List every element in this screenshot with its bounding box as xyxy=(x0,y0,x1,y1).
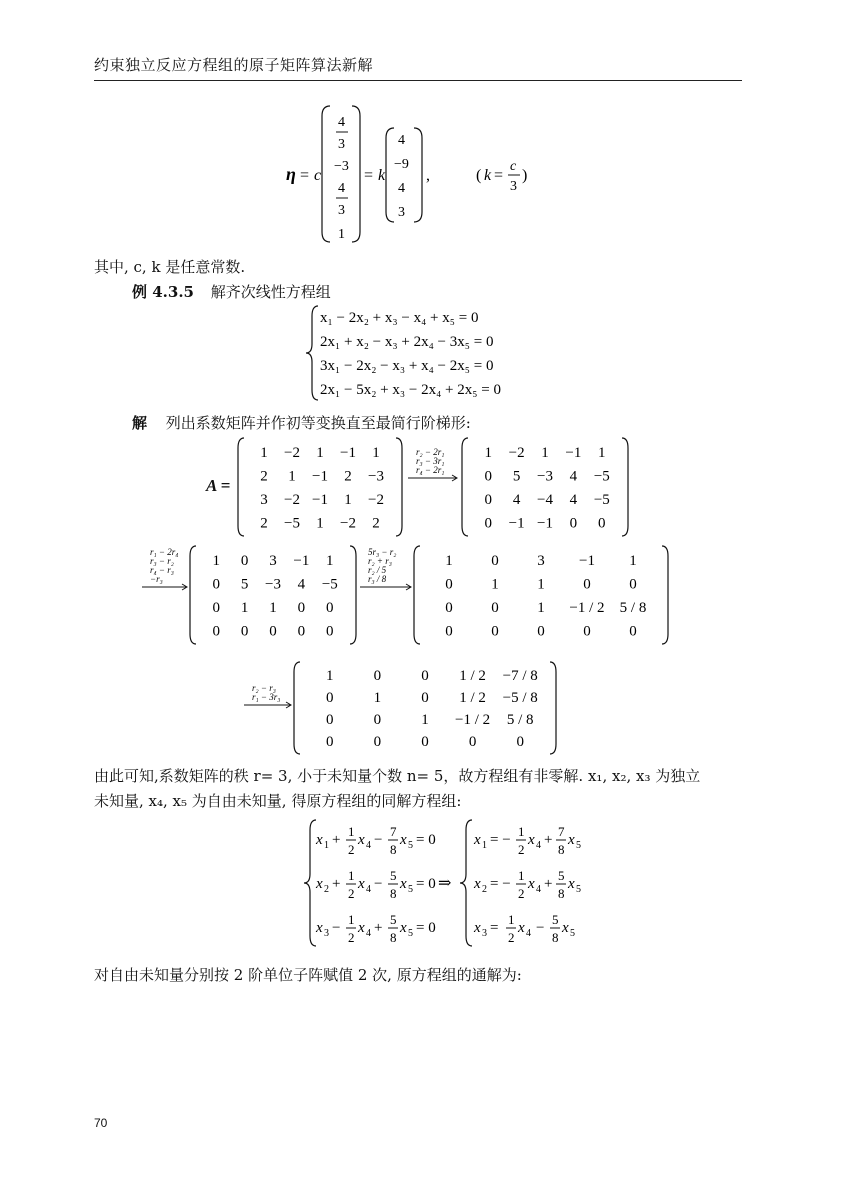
matrix-cell: 1 xyxy=(344,491,352,508)
matrix-cell: −4 xyxy=(537,491,553,508)
svg-text:x: x xyxy=(316,920,323,936)
system-eq-4: 2x₁ − 5x₂ + x₃ − 2x₄ + 2x₅ = 0 xyxy=(320,382,501,398)
svg-text:8: 8 xyxy=(558,886,565,901)
svg-text:−9: −9 xyxy=(394,157,409,172)
matrix-cell: 4 xyxy=(512,491,521,508)
svg-text:4: 4 xyxy=(338,181,345,196)
svg-text:x: x xyxy=(358,920,365,936)
right-bracket xyxy=(550,662,556,754)
svg-text:5: 5 xyxy=(576,840,581,851)
svg-text:x: x xyxy=(568,876,575,892)
matrix-cell: −3 xyxy=(537,468,553,485)
matrix-cell: 0 xyxy=(629,576,637,593)
svg-text:+: + xyxy=(544,832,553,848)
matrix-cell: 0 xyxy=(212,623,220,640)
svg-text:3: 3 xyxy=(482,928,487,939)
matrix-cell: −1 xyxy=(340,444,356,461)
svg-text:1: 1 xyxy=(518,824,525,839)
matrix-cell: 0 xyxy=(516,734,524,750)
matrix-cell: −3 xyxy=(368,468,384,485)
matrix-cell: 1 xyxy=(484,444,492,461)
svg-text:2: 2 xyxy=(348,886,355,901)
svg-text:x: x xyxy=(528,876,535,892)
svg-text:3: 3 xyxy=(338,203,345,218)
matrix-cell: −2 xyxy=(368,491,384,508)
svg-text:= 0: = 0 xyxy=(416,920,436,936)
matrix-cell: 2 xyxy=(372,515,380,532)
left-bracket xyxy=(414,546,420,644)
svg-text:2: 2 xyxy=(324,884,329,895)
matrix-cell: 1 xyxy=(269,599,277,616)
matrix-cell: −2 xyxy=(284,491,300,508)
matrix-cell: 0 xyxy=(484,491,492,508)
matrix-cell: −1 xyxy=(565,444,582,461)
svg-text:x: x xyxy=(474,920,481,936)
svg-text:x: x xyxy=(358,832,365,848)
page-number: 70 xyxy=(94,1116,108,1130)
svg-text:=: = xyxy=(300,167,310,184)
rank-paragraph-line-2: 未知量, x₄, x₅ 为自由未知量, 得原方程组的同解方程组: xyxy=(94,792,462,810)
matrix-cell: 0 xyxy=(484,515,492,532)
svg-text:4: 4 xyxy=(536,884,541,895)
matrix-cell: −5 xyxy=(284,515,300,532)
svg-text:= 0: = 0 xyxy=(416,832,436,848)
example-title: 解齐次线性方程组 xyxy=(210,283,331,301)
matrix-cell: 5 / 8 xyxy=(506,712,534,728)
matrix-cell: −1 xyxy=(312,491,328,508)
svg-text:+: + xyxy=(544,876,553,892)
svg-text:1: 1 xyxy=(348,824,355,839)
svg-text:8: 8 xyxy=(390,842,397,857)
matrix-cell: 0 xyxy=(212,576,220,593)
svg-text:+: + xyxy=(332,876,341,892)
matrix-cell: 1 xyxy=(491,576,499,593)
matrix-cell: 1 xyxy=(421,712,429,728)
svg-text:=: = xyxy=(364,167,374,184)
transform-arrow xyxy=(142,584,187,590)
svg-text:+: + xyxy=(374,920,383,936)
matrix-cell: 2 xyxy=(344,468,352,485)
eta-symbol: η xyxy=(286,164,296,184)
svg-text:1: 1 xyxy=(348,912,355,927)
svg-text:2: 2 xyxy=(518,886,525,901)
eta-equation xyxy=(280,100,560,248)
svg-text:1: 1 xyxy=(338,227,345,242)
matrix-cell: 0 xyxy=(445,599,453,616)
matrix-cell: 0 xyxy=(583,623,591,640)
matrix-cell: 0 xyxy=(421,668,429,684)
svg-text:5: 5 xyxy=(552,912,559,927)
svg-text:x: x xyxy=(400,876,407,892)
svg-text:1: 1 xyxy=(324,840,329,851)
header-rule xyxy=(94,80,742,81)
matrix-cell: −5 xyxy=(593,491,610,508)
solution-text: 列出系数矩阵并作初等变换直至最简行阶梯形: xyxy=(165,414,471,432)
matrix-A-label: A = xyxy=(206,476,231,495)
svg-text:2: 2 xyxy=(348,930,355,945)
svg-text:k: k xyxy=(378,167,386,184)
row-op-label: r₂ − 2r₁ xyxy=(416,447,445,457)
solution-intro xyxy=(132,412,471,433)
svg-text:3: 3 xyxy=(324,928,329,939)
matrix-4 xyxy=(412,544,670,646)
matrix-cell: 0 xyxy=(212,599,220,616)
svg-text:5: 5 xyxy=(390,912,397,927)
svg-text:−: − xyxy=(374,876,383,892)
matrix-cell: −7 / 8 xyxy=(502,668,538,684)
svg-text:x: x xyxy=(400,920,407,936)
matrix-cell: 0 xyxy=(326,623,334,640)
row-op-label: r₁ − 3r₃ xyxy=(252,692,281,702)
final-line: 对自由未知量分别按 2 阶单位子阵赋值 2 次, 原方程组的通解为: xyxy=(94,966,522,984)
left-bracket xyxy=(190,546,196,644)
svg-text:4: 4 xyxy=(536,840,541,851)
svg-text:= 0: = 0 xyxy=(416,876,436,892)
transform-arrow xyxy=(408,475,457,481)
matrix-cell: 0 xyxy=(583,576,591,593)
svg-text:1: 1 xyxy=(482,840,487,851)
matrix-cell: −5 xyxy=(321,576,338,593)
right-bracket xyxy=(396,438,402,536)
svg-text:5: 5 xyxy=(408,884,413,895)
svg-text:x: x xyxy=(528,832,535,848)
running-header: 约束独立反应方程组的原子矩阵算法新解 xyxy=(94,56,374,74)
matrix-cell: 0 xyxy=(297,599,306,616)
matrix-cell: 1 xyxy=(629,552,637,569)
right-bracket xyxy=(662,546,668,644)
matrix-cell: 4 xyxy=(569,491,578,508)
matrix-cell: 0 xyxy=(468,734,477,750)
svg-text:4: 4 xyxy=(398,181,405,196)
matrix-cell: 0 xyxy=(445,623,453,640)
solution-label: 解 xyxy=(132,414,148,432)
matrix-cell: −5 / 8 xyxy=(502,690,538,706)
matrix-cell: 1 xyxy=(326,552,334,569)
svg-text:2: 2 xyxy=(348,842,355,857)
svg-text:c: c xyxy=(510,159,517,174)
right-bracket xyxy=(622,438,628,536)
matrix-cell: 1 xyxy=(326,668,334,684)
svg-text:4: 4 xyxy=(366,884,371,895)
matrix-cell: 0 xyxy=(491,623,499,640)
svg-text:7: 7 xyxy=(390,824,397,839)
right-bracket xyxy=(350,546,356,644)
row-op-label: r₂ + r₃ xyxy=(368,556,392,566)
matrix-cell: 1 xyxy=(541,444,549,461)
left-bracket xyxy=(238,438,244,536)
matrix-cell: 0 xyxy=(326,599,334,616)
matrix-cell: 0 xyxy=(629,623,637,640)
row-op-1 xyxy=(406,446,460,496)
example-label: 例 4.3.5 xyxy=(132,283,194,301)
svg-text:=: = xyxy=(490,920,499,936)
matrix-cell: 4 xyxy=(297,576,306,593)
matrix-cell: 3 xyxy=(269,552,277,569)
row-op-2 xyxy=(140,546,190,602)
matrix-cell: 3 xyxy=(537,552,545,569)
svg-text:5: 5 xyxy=(390,868,397,883)
matrix-cell: −1 xyxy=(579,552,595,569)
svg-text:5: 5 xyxy=(576,884,581,895)
svg-text:8: 8 xyxy=(552,930,559,945)
svg-text:4: 4 xyxy=(366,928,371,939)
svg-text:1: 1 xyxy=(348,868,355,883)
matrix-cell: −3 xyxy=(265,576,281,593)
svg-text:3: 3 xyxy=(510,179,517,194)
matrix-cell: 0 xyxy=(326,734,334,750)
svg-text:= −: = − xyxy=(490,832,511,848)
svg-text:= −: = − xyxy=(490,876,511,892)
svg-text:x: x xyxy=(568,832,575,848)
svg-text:8: 8 xyxy=(390,930,397,945)
svg-text:8: 8 xyxy=(558,842,565,857)
left-bracket xyxy=(462,438,468,536)
svg-text:3: 3 xyxy=(338,137,345,152)
left-bracket xyxy=(294,662,300,754)
matrix-cell: 5 / 8 xyxy=(619,599,647,616)
matrix-cell: 1 xyxy=(373,690,382,706)
svg-text:x: x xyxy=(518,920,525,936)
matrix-cell: −2 xyxy=(340,515,356,532)
example-heading xyxy=(132,281,331,302)
constant-note: 其中, c, k 是任意常数. xyxy=(94,258,246,276)
matrix-cell: 1 / 2 xyxy=(459,690,486,706)
matrix-cell: 0 xyxy=(373,668,382,684)
svg-text:x: x xyxy=(400,832,407,848)
matrix-cell: 0 xyxy=(240,552,249,569)
matrix-cell: 3 xyxy=(260,491,268,508)
svg-text:1: 1 xyxy=(518,868,525,883)
matrix-cell: 0 xyxy=(445,576,453,593)
svg-text:+: + xyxy=(332,832,341,848)
matrix-cell: −1 / 2 xyxy=(455,712,491,728)
matrix-cell: 1 xyxy=(316,515,324,532)
matrix-cell: 5 xyxy=(512,468,521,485)
matrix-cell: 0 xyxy=(373,712,382,728)
matrix-cell: 0 xyxy=(491,599,499,616)
matrix-cell: 0 xyxy=(269,623,277,640)
matrix-cell: 0 xyxy=(569,515,578,532)
matrix-1 xyxy=(236,436,404,538)
matrix-cell: −2 xyxy=(284,444,300,461)
svg-text:): ) xyxy=(522,167,528,184)
svg-text:−: − xyxy=(332,920,341,936)
matrix-cell: 1 xyxy=(537,576,545,593)
frac-num-1: 4 xyxy=(338,115,345,130)
matrix-cell: 1 / 2 xyxy=(459,668,486,684)
svg-text:=: = xyxy=(494,167,504,184)
matrix-cell: 0 xyxy=(484,468,492,485)
svg-text:7: 7 xyxy=(558,824,565,839)
matrix-cell: 1 xyxy=(598,444,606,461)
svg-text:k: k xyxy=(484,167,492,184)
matrix-cell: 0 xyxy=(240,623,249,640)
matrix-3 xyxy=(188,544,358,646)
matrix-cell: 0 xyxy=(326,712,334,728)
svg-text:−: − xyxy=(374,832,383,848)
matrix-cell: 0 xyxy=(373,734,382,750)
matrix-cell: 2 xyxy=(260,515,268,532)
matrix-cell: −1 xyxy=(293,552,310,569)
row-op-label: r₃ − 3r₁ xyxy=(416,456,445,466)
matrix-cell: −1 xyxy=(312,468,328,485)
rank-paragraph-line-1: 由此可知,系数矩阵的秩 r= 3, 小于未知量个数 n= 5，故方程组有非零解. x₁, x₂, x₃ 为独立 xyxy=(94,767,701,785)
matrix-cell: 0 xyxy=(297,623,306,640)
svg-text:x: x xyxy=(474,832,481,848)
matrix-cell: 0 xyxy=(491,552,499,569)
matrix-cell: 1 xyxy=(372,444,380,461)
svg-text:4: 4 xyxy=(526,928,531,939)
implies-arrow: ⇒ xyxy=(438,875,452,892)
matrix-cell: −1 xyxy=(508,515,525,532)
svg-text:4: 4 xyxy=(366,840,371,851)
system-eq-3: 3x₁ − 2x₂ − x₃ + x₄ − 2x₅ = 0 xyxy=(320,358,494,374)
svg-text:x: x xyxy=(316,876,323,892)
row-op-label: r₄ − 2r₁ xyxy=(416,465,445,475)
row-op-label: −r₃ xyxy=(150,574,163,584)
svg-text:4: 4 xyxy=(398,133,405,148)
matrix-cell: 0 xyxy=(598,515,606,532)
transform-arrow xyxy=(360,584,411,590)
svg-text:2: 2 xyxy=(508,930,515,945)
transform-arrow xyxy=(244,702,291,708)
matrix-cell: 5 xyxy=(240,576,249,593)
svg-text:2: 2 xyxy=(482,884,487,895)
svg-text:−3: −3 xyxy=(334,159,349,174)
svg-text:x: x xyxy=(562,920,569,936)
svg-text:(: ( xyxy=(476,167,482,184)
row-op-label: r₃ − r₂ xyxy=(150,556,174,566)
system-eq-1: x₁ − 2x₂ + x₃ − x₄ + x₅ = 0 xyxy=(320,310,479,326)
system-eq-2: 2x₁ + x₂ − x₃ + 2x₄ − 3x₅ = 0 xyxy=(320,334,494,350)
left-brace xyxy=(306,306,318,400)
matrix-cell: 0 xyxy=(421,734,429,750)
svg-text:c: c xyxy=(314,167,322,184)
svg-text:2: 2 xyxy=(518,842,525,857)
svg-text:5: 5 xyxy=(558,868,565,883)
svg-text:5: 5 xyxy=(570,928,575,939)
svg-text:,: , xyxy=(426,167,430,184)
svg-text:−: − xyxy=(536,920,545,936)
row-op-label: 5r₃ − r₂ xyxy=(368,547,397,557)
matrix-5 xyxy=(292,660,558,756)
matrix-cell: 0 xyxy=(421,690,429,706)
matrix-2 xyxy=(460,436,630,538)
svg-text:x: x xyxy=(316,832,323,848)
reduced-system xyxy=(304,816,594,950)
linear-system xyxy=(306,304,526,402)
matrix-cell: 1 xyxy=(537,599,545,616)
svg-text:1: 1 xyxy=(508,912,515,927)
matrix-cell: 2 xyxy=(260,468,268,485)
matrix-cell: −2 xyxy=(508,444,525,461)
row-op-4 xyxy=(242,682,294,722)
row-op-label: r₄ − r₃ xyxy=(150,565,174,575)
matrix-cell: 1 xyxy=(212,552,220,569)
matrix-cell: 1 xyxy=(240,599,249,616)
row-op-label: r₃ / 8 xyxy=(368,574,387,584)
matrix-cell: 0 xyxy=(537,623,545,640)
svg-text:5: 5 xyxy=(408,840,413,851)
matrix-cell: 1 xyxy=(288,468,296,485)
svg-text:5: 5 xyxy=(408,928,413,939)
svg-text:x: x xyxy=(474,876,481,892)
row-op-label: r₂ / 5 xyxy=(368,565,387,575)
matrix-cell: 4 xyxy=(569,468,578,485)
row-op-3 xyxy=(358,546,414,602)
row-op-label: r₁ − 2r₄ xyxy=(150,547,179,557)
matrix-cell: 1 xyxy=(445,552,453,569)
svg-text:8: 8 xyxy=(390,886,397,901)
matrix-cell: 1 xyxy=(316,444,324,461)
matrix-cell: −1 / 2 xyxy=(569,599,605,616)
svg-text:3: 3 xyxy=(398,205,405,220)
row-op-label: r₂ − r₃ xyxy=(252,683,276,693)
matrix-cell: −5 xyxy=(593,468,610,485)
svg-text:x: x xyxy=(358,876,365,892)
matrix-cell: −1 xyxy=(537,515,553,532)
matrix-cell: 1 xyxy=(260,444,268,461)
matrix-cell: 0 xyxy=(326,690,334,706)
